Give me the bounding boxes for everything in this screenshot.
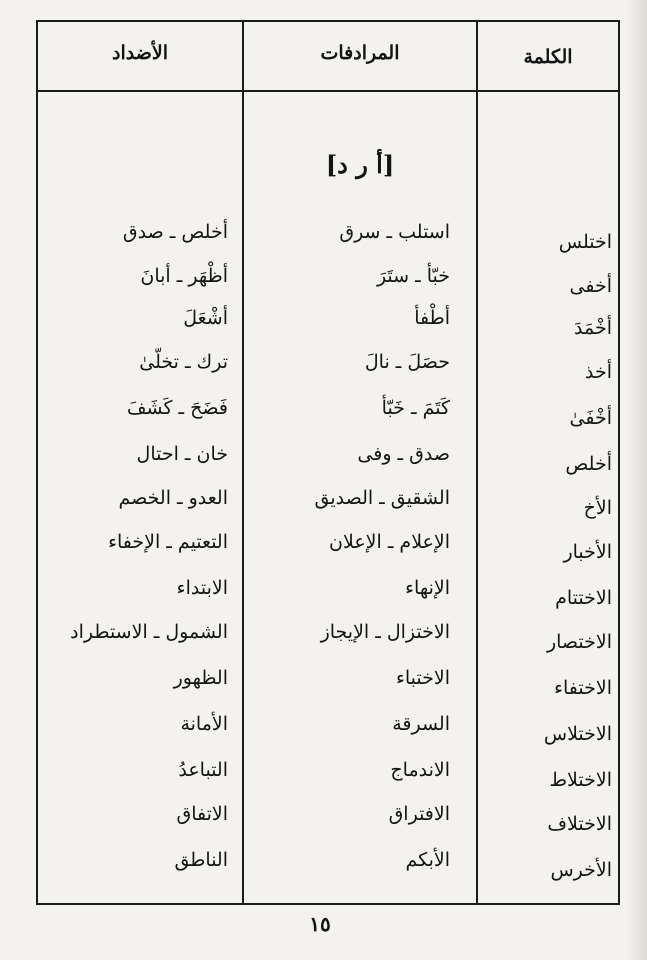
- synonyms-cell: استلب ـ سرق: [339, 221, 450, 243]
- word-cell: أخْمَدَ: [574, 317, 612, 339]
- synonyms-cell: الاندماج: [390, 759, 450, 781]
- synonyms-cell: أطْفأ: [414, 307, 450, 329]
- table-row: [0, 568, 647, 608]
- header-word: الكلمة: [523, 46, 573, 68]
- table-row: [0, 342, 647, 382]
- antonyms-cell: أشْعَلَ: [183, 307, 228, 329]
- synonyms-cell: السرقة: [392, 713, 450, 735]
- table-row: [0, 794, 647, 834]
- synonyms-cell: خبّأ ـ ستَرَ: [376, 265, 450, 287]
- antonyms-cell: الابتداء: [176, 577, 228, 599]
- word-cell: الاختلاس: [543, 723, 612, 745]
- synonyms-cell: حصَلَ ـ نالَ: [364, 351, 450, 373]
- antonyms-cell: التباعدُ: [178, 759, 228, 781]
- table-row: [0, 298, 647, 338]
- antonyms-cell: الشمول ـ الاستطراد: [70, 621, 228, 643]
- antonyms-cell: الظهور: [173, 667, 228, 689]
- word-cell: أخلص: [565, 453, 612, 475]
- word-cell: اختلس: [558, 231, 612, 253]
- page-edge-shadow: [625, 0, 647, 960]
- antonyms-cell: العدو ـ الخصم: [118, 487, 228, 509]
- synonyms-cell: صدق ـ وفى: [357, 443, 450, 465]
- antonyms-cell: خان ـ احتال: [136, 443, 228, 465]
- section-title: [أ ر د]: [325, 150, 395, 179]
- word-cell: أخْفَىٰ: [569, 407, 612, 429]
- word-cell: الأخرس: [550, 859, 612, 881]
- word-cell: الأخ: [583, 497, 612, 519]
- antonyms-cell: الناطق: [174, 849, 228, 871]
- synonyms-cell: الاختزال ـ الإيجاز: [320, 621, 450, 643]
- word-cell: الاختتام: [555, 587, 612, 609]
- antonyms-cell: أظْهَر ـ أبانَ: [140, 265, 228, 287]
- word-cell: الاختلاط: [549, 769, 612, 791]
- word-cell: الأخبار: [563, 541, 612, 563]
- header-antonyms: الأضداد: [112, 42, 168, 64]
- synonyms-cell: الافتراق: [388, 803, 450, 825]
- synonyms-cell: الاختباء: [395, 667, 450, 689]
- antonyms-cell: أخلص ـ صدق: [122, 221, 228, 243]
- synonyms-cell: الإعلام ـ الإعلان: [329, 531, 450, 553]
- table-row: [0, 658, 647, 698]
- antonyms-cell: الأمانة: [180, 713, 228, 735]
- table-row: [0, 750, 647, 790]
- antonyms-cell: الاتفاق: [176, 803, 228, 825]
- page-number: ١٥: [309, 912, 331, 936]
- antonyms-cell: ترك ـ تخلّىٰ: [139, 351, 228, 373]
- table-row: [0, 522, 647, 562]
- table-row: [0, 704, 647, 744]
- synonyms-cell: الإنهاء: [405, 577, 450, 599]
- antonyms-cell: التعتيم ـ الإخفاء: [108, 531, 228, 553]
- word-cell: أخفى: [569, 275, 612, 297]
- table-row: [0, 840, 647, 880]
- table-row: [0, 388, 647, 428]
- word-cell: الاختفاء: [554, 677, 612, 699]
- word-cell: الاختلاف: [547, 813, 612, 835]
- synonyms-cell: الشقيق ـ الصديق: [314, 487, 450, 509]
- synonyms-cell: الأبكم: [405, 849, 450, 871]
- header-synonyms: المرادفات: [320, 42, 400, 64]
- word-cell: الاختصار: [546, 631, 612, 653]
- synonyms-cell: كَتَمَ ـ خَبّأ: [381, 397, 450, 419]
- table-row: [0, 256, 647, 296]
- table-row: [0, 612, 647, 652]
- table-row: [0, 434, 647, 474]
- table-row: [0, 478, 647, 518]
- antonyms-cell: فَضَحَ ـ كَشَفَ: [126, 397, 228, 419]
- table-row: [0, 212, 647, 252]
- word-cell: أخذ: [585, 361, 612, 383]
